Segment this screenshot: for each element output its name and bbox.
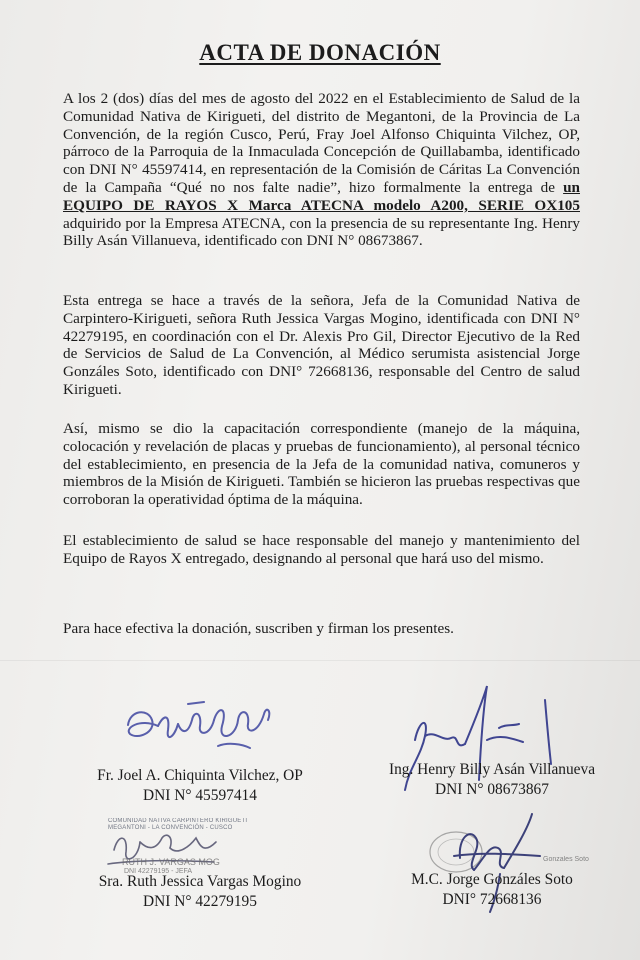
equipment-highlight: un EQUIPO DE RAYOS X Marca ATECNA modelo A200, SERIE OX105 <box>63 178 580 214</box>
community-stamp: COMUNIDAD NATIVA CARPINTERO KIRIGUETI MEGANTONI - LA CONVENCIÓN - CUSCO <box>108 818 248 831</box>
signatory-jorge-gonzales: M.C. Jorge Gonzáles Soto DNI° 72668136 <box>411 871 573 908</box>
document-title: ACTA DE DONACIÓN <box>199 40 441 65</box>
signatory-joel-chiquinta: Fr. Joel A. Chiquinta Vilchez, OP DNI N° 45597414 <box>97 767 303 804</box>
paragraph-donation-details: A los 2 (dos) días del mes de agosto del 2022 en el Establecimiento de Salud de la Comunidad Nativa de Kirigueti, del distrito de Megantoni, de la Provincia de La Convención, de la región Cusco, Perú, Fray Joel Alfonso Chiquinta Vilchez, OP, párroco de la Parroquia de la Inmaculada Concepción de Quillabamba, identificado con DNI N° 45597414, en representación de la Comisión de Cáritas La Convención de la Campaña “Qué no nos falte nadie”, hizo formalmente la entrega de un EQUIPO DE RAYOS X Marca ATECNA modelo A200, SERIE OX105 adquirido por la Empresa ATECNA, con la presencia de su representante Ing. Henry Billy Asán Villanueva, identificado con DNI N° 08673867. <box>63 90 580 250</box>
signatory-henry-asan: Ing. Henry Billy Asán Villanueva DNI N° 08673867 <box>388 761 596 798</box>
community-stamp-dni: DNI 42279195 - JEFA <box>124 868 193 875</box>
paragraph-responsibility: El establecimiento de salud se hace responsable del manejo y mantenimiento del Equipo de Rayos X entregado, designando al personal que hará uso del mismo. <box>63 532 580 567</box>
medic-stamp-label: Gonzales Soto <box>543 856 589 863</box>
paragraph-closing: Para hace efectiva la donación, suscriben y firman los presentes. <box>63 620 454 637</box>
community-stamp-name: RUTH J. VARGAS MOG <box>122 857 220 867</box>
paragraph-delivery: Esta entrega se hace a través de la señora, Jefa de la Comunidad Nativa de Carpintero-Kirigueti, señora Ruth Jessica Vargas Mogino, identificada con DNI N° 42279195, en coordinación con el Dr. Alexis Pro Gil, Director Ejecutivo de la Red de Servicios de Salud de La Convención, al Médico serumista asistencial Jorge Gonzáles Soto, identificado con DNI° 72668136, responsable del Centro de salud Kirigueti. <box>63 292 580 398</box>
paper-fold <box>0 660 640 661</box>
signature-joel-chiquinta <box>118 690 278 760</box>
paragraph-training: Así, mismo se dio la capacitación correspondiente (manejo de la máquina, colocación y revelación de placas y pruebas de funcionamiento), al personal técnico del establecimiento, en presencia de la Jefa de la comunidad nativa, comuneros y miembros de la Misión de Kirigueti. También se hicieron las pruebas respectivas que corroboran la operatividad óptima de la máquina. <box>63 420 580 509</box>
signatory-ruth-vargas: Sra. Ruth Jessica Vargas Mogino DNI N° 42279195 <box>98 873 302 910</box>
